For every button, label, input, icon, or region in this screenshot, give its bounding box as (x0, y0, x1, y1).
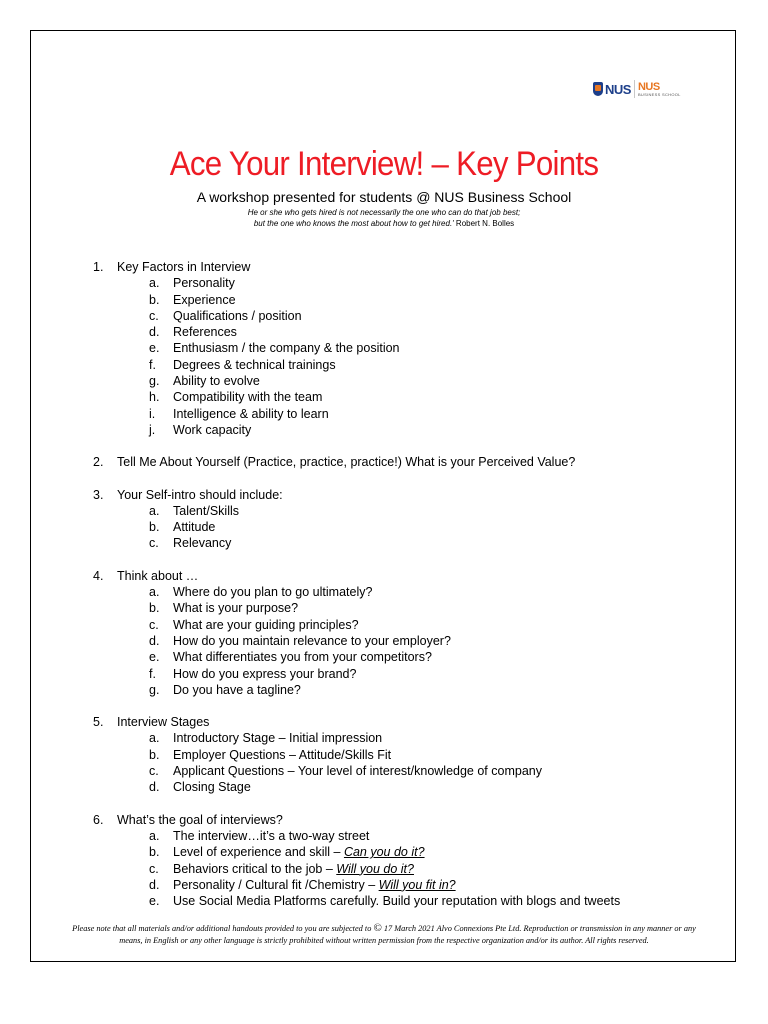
list-item-label: How do you maintain relevance to your employer? (173, 633, 451, 648)
list-item-text (173, 406, 329, 422)
list-item (93, 617, 713, 633)
section-number: 2. (93, 455, 104, 470)
list-item-letter: c. (149, 536, 159, 551)
list-item-label: What is your purpose? (173, 601, 299, 616)
logo-nus-text: NUS (605, 81, 631, 97)
list-item-letter: d. (149, 633, 160, 648)
list-item (93, 584, 713, 600)
list-item-label: Work capacity (173, 422, 252, 437)
list-item-text (173, 763, 542, 779)
list-item-text (173, 584, 372, 600)
list-item-letter: b. (149, 845, 160, 860)
list-item-emphasis: Will you fit in? (378, 877, 456, 892)
list-item (93, 373, 713, 389)
list-item-label: Use Social Media Platforms carefully. Build your reputation with blogs and tweets (173, 894, 621, 909)
section-heading (93, 812, 713, 828)
list-item-label: Closing Stage (173, 780, 251, 795)
list-item (93, 422, 713, 438)
list-item-text (173, 600, 298, 616)
list-item (93, 633, 713, 649)
list-item-label: Applicant Questions – Your level of interest/knowledge of company (173, 764, 542, 779)
list-item-text (173, 389, 322, 405)
footer-text-before: Please note that all materials and/or additional handouts provided to you are subjected to (72, 924, 374, 933)
list-item-letter: f. (149, 357, 156, 372)
list-item-label: Experience (173, 292, 236, 307)
list-item (93, 763, 713, 779)
quote (0, 207, 768, 229)
list-item (93, 406, 713, 422)
list-item-text (173, 292, 236, 308)
list-item (93, 308, 713, 324)
list-item-text (173, 617, 359, 633)
list-item-text (173, 633, 451, 649)
section-number: 6. (93, 812, 104, 827)
list-item-text (173, 519, 215, 535)
list-item (93, 357, 713, 373)
section-number: 4. (93, 568, 104, 583)
list-item-text (173, 535, 231, 551)
section-heading (93, 568, 713, 584)
list-item-letter: j. (149, 422, 156, 437)
list-item (93, 292, 713, 308)
key-points-list (93, 259, 713, 925)
list-item (93, 649, 713, 665)
list-item-text (173, 373, 260, 389)
section-title: Key Factors in Interview (117, 260, 251, 274)
list-item (93, 747, 713, 763)
section-1 (93, 259, 713, 438)
list-item-label: The interview…it’s a two-way street (173, 828, 370, 843)
list-item-label: References (173, 325, 237, 340)
list-item-label: Where do you plan to go ultimately? (173, 585, 373, 600)
list-item-letter: d. (149, 780, 160, 795)
list-item-label: Enthusiasm / the company & the position (173, 341, 400, 356)
list-item (93, 893, 713, 909)
section-title: Tell Me About Yourself (Practice, practice, practice!) What is your Perceived Value? (117, 455, 576, 470)
list-item-letter: a. (149, 276, 160, 291)
section-number: 1. (93, 260, 104, 274)
list-item-letter: c. (149, 308, 159, 323)
list-item-label: Behaviors critical to the job – (173, 861, 337, 876)
list-item-text (173, 682, 301, 698)
list-item (93, 324, 713, 340)
section-6 (93, 812, 713, 910)
list-item-text (173, 503, 239, 519)
list-item-letter: b. (149, 601, 160, 616)
list-item-letter: b. (149, 747, 160, 762)
list-item-label: Talent/Skills (173, 503, 239, 518)
quote-line-2-text: but the one who knows the most about how to get hired.' (253, 219, 454, 228)
list-item-text (173, 649, 432, 665)
section-title: Interview Stages (117, 715, 210, 730)
section-2 (93, 454, 713, 470)
quote-line-1: He or she who gets hired is not necessarily the one who can do that job best; (247, 208, 521, 217)
list-item (93, 666, 713, 682)
list-item-label: Personality (173, 276, 235, 291)
list-item (93, 600, 713, 616)
list-item-letter: e. (149, 650, 160, 665)
list-item-text (173, 844, 425, 860)
section-heading (93, 714, 713, 730)
list-item-letter: a. (149, 503, 160, 518)
section-title: What’s the goal of interviews? (117, 812, 283, 827)
list-item-label: Attitude (173, 520, 216, 535)
list-item-label: Compatibility with the team (173, 390, 323, 405)
page-title: Ace Your Interview! – Key Points (169, 145, 599, 183)
list-item (93, 389, 713, 405)
list-item-letter: c. (149, 861, 159, 876)
list-item-label: How do you express your brand? (173, 666, 357, 681)
copyright-icon: © (373, 922, 382, 934)
nus-business-school-logo (593, 70, 689, 108)
section-5 (93, 714, 713, 795)
section-title: Your Self-intro should include: (117, 487, 283, 502)
logo-nus-business-text: NUS (637, 80, 660, 93)
section-title: Think about … (117, 568, 199, 583)
list-item-label: Relevancy (173, 536, 232, 551)
list-item-label: Employer Questions – Attitude/Skills Fit (173, 747, 392, 762)
section-heading (93, 454, 713, 470)
list-item-letter: g. (149, 374, 160, 389)
list-item-label: Degrees & technical trainings (173, 357, 336, 372)
footer-text-after: 17 March 2021 Alvo Connexions Pte Ltd. Reproduction or transmission in any manner or any means, in English or any other language is strictly prohibited without written permission from the respective organization and/or its author. All rights reserved. (119, 924, 696, 945)
list-item-letter: c. (149, 764, 159, 779)
list-item-text (173, 324, 237, 340)
list-item-letter: d. (149, 877, 160, 892)
list-item-letter: a. (149, 828, 160, 843)
logo-right-block (638, 82, 681, 97)
list-item-letter: e. (149, 341, 160, 356)
section-4 (93, 568, 713, 698)
list-item-text (173, 422, 251, 438)
list-item-text (173, 308, 302, 324)
section-number: 5. (93, 715, 104, 730)
list-item-emphasis: Can you do it? (343, 845, 425, 860)
page-subtitle: A workshop presented for students @ NUS Business School (196, 189, 572, 205)
list-item-letter: h. (149, 390, 160, 405)
list-item (93, 844, 713, 860)
quote-line-2 (0, 218, 768, 229)
nus-crest-icon (593, 82, 603, 96)
section-heading (93, 487, 713, 503)
list-item-emphasis: Will you do it? (336, 861, 414, 876)
list-item-text (173, 340, 400, 356)
list-item (93, 519, 713, 535)
list-item-letter: b. (149, 520, 160, 535)
logo-divider (634, 80, 635, 98)
list-item-letter: a. (149, 585, 160, 600)
section-3 (93, 487, 713, 552)
list-item-letter: d. (149, 325, 160, 340)
section-heading (93, 259, 713, 275)
list-item-text (173, 747, 391, 763)
list-item-label: Ability to evolve (173, 374, 260, 389)
list-item-text (173, 861, 414, 877)
copyright-footer (70, 923, 698, 946)
list-item (93, 340, 713, 356)
quote-author: Robert N. Bolles (453, 219, 515, 228)
list-item-letter: g. (149, 682, 160, 697)
list-item (93, 861, 713, 877)
list-item-text (173, 666, 356, 682)
list-item-text (173, 730, 382, 746)
logo-business-school-text: BUSINESS SCHOOL (637, 91, 681, 97)
list-item-label: What differentiates you from your competitors? (173, 650, 432, 665)
list-item (93, 730, 713, 746)
list-item-text (173, 877, 456, 893)
list-item-letter: i. (149, 406, 156, 421)
list-item-text (173, 275, 235, 291)
list-item (93, 682, 713, 698)
list-item-label: Do you have a tagline? (173, 682, 301, 697)
list-item-label: Intelligence & ability to learn (173, 406, 329, 421)
list-item-text (173, 893, 620, 909)
list-item (93, 535, 713, 551)
section-number: 3. (93, 487, 104, 502)
list-item (93, 779, 713, 795)
list-item-letter: b. (149, 292, 160, 307)
list-item-letter: f. (149, 666, 156, 681)
list-item-letter: c. (149, 617, 159, 632)
list-item-label: Qualifications / position (173, 308, 302, 323)
list-item-label: Personality / Cultural fit /Chemistry – (173, 877, 379, 892)
list-item (93, 828, 713, 844)
list-item-text (173, 828, 369, 844)
list-item-text (173, 357, 336, 373)
list-item (93, 877, 713, 893)
list-item-label: Level of experience and skill – (173, 845, 344, 860)
list-item (93, 503, 713, 519)
list-item (93, 275, 713, 291)
list-item-letter: a. (149, 731, 160, 746)
list-item-label: Introductory Stage – Initial impression (173, 731, 383, 746)
list-item-label: What are your guiding principles? (173, 617, 359, 632)
list-item-letter: e. (149, 894, 160, 909)
list-item-text (173, 779, 251, 795)
